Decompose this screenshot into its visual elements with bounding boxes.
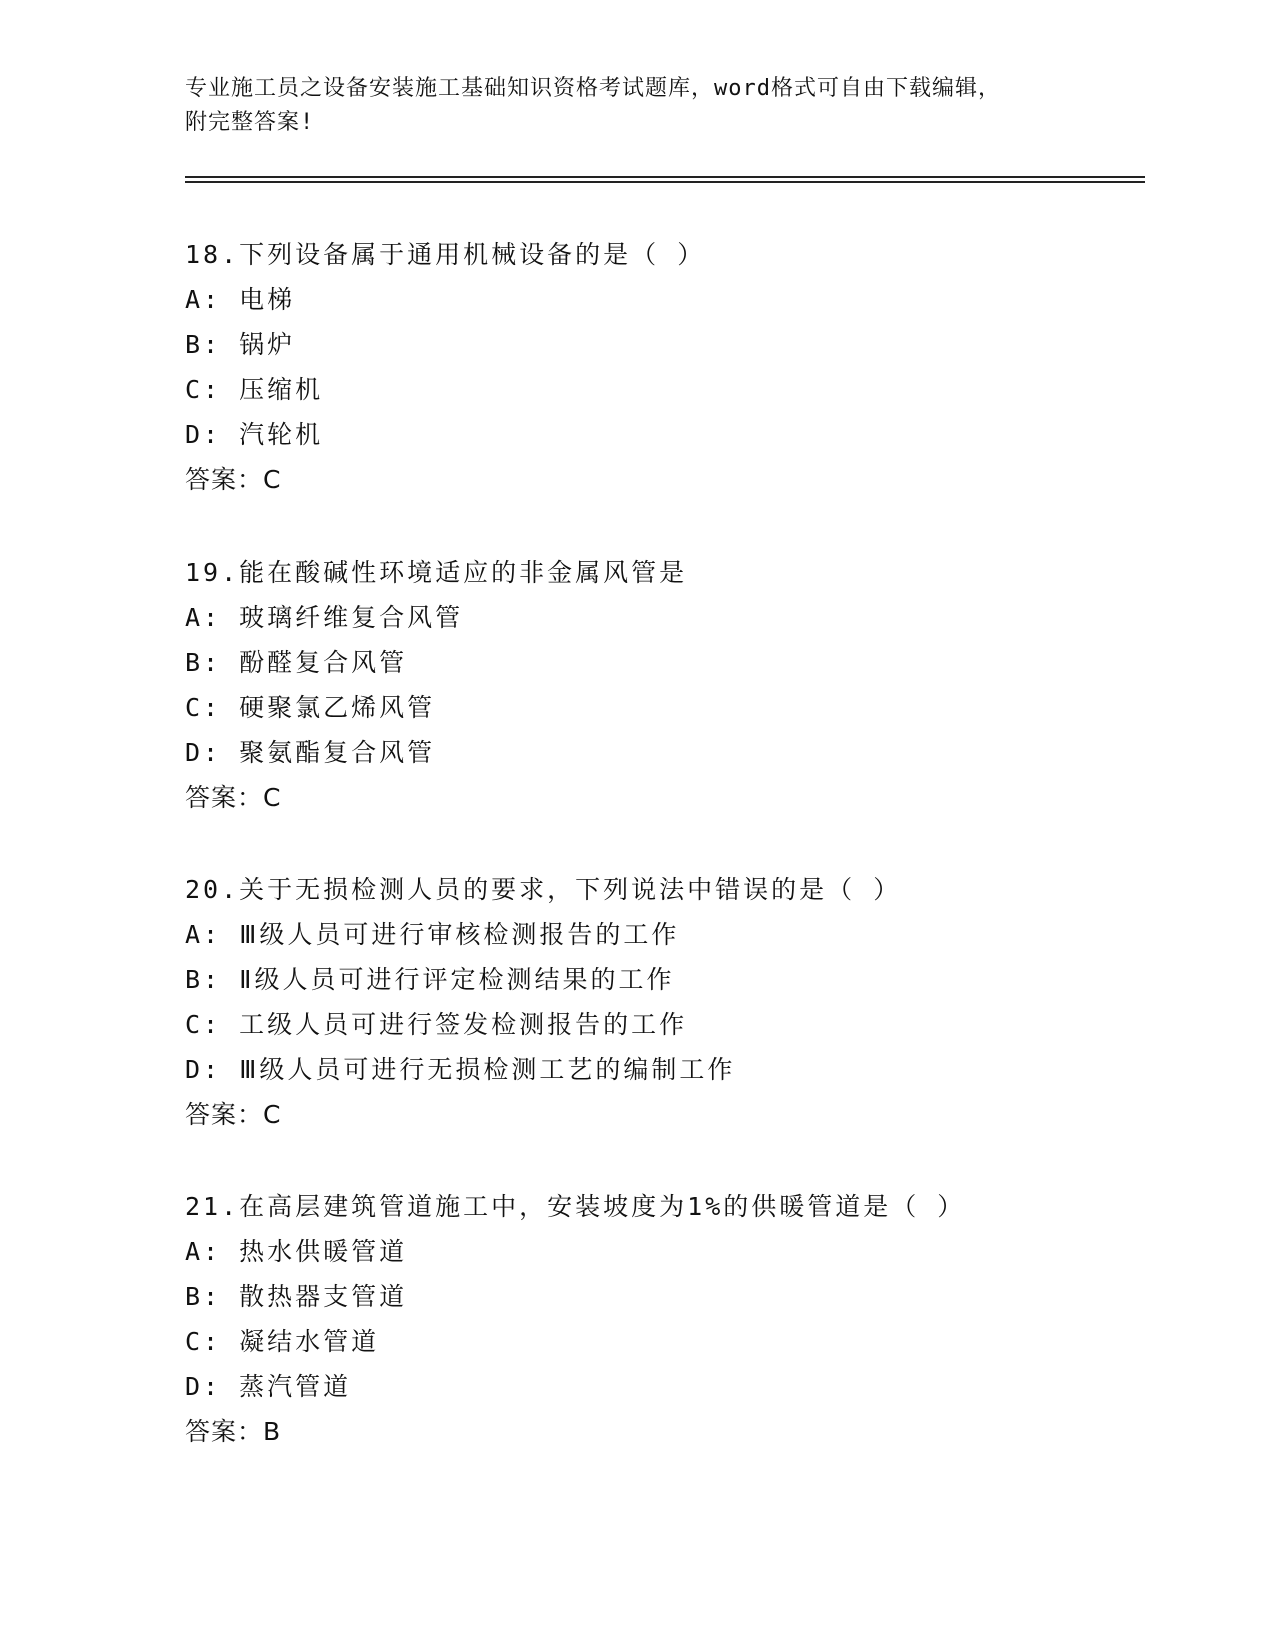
question-21 <box>185 1184 1145 1454</box>
option-d: D: Ⅲ级人员可进行无损检测工艺的编制工作 <box>185 1055 736 1084</box>
question-18 <box>185 232 1145 502</box>
question-stem: 20.关于无损检测人员的要求，下列说法中错误的是（ ） <box>185 875 902 904</box>
option-b: B: Ⅱ级人员可进行评定检测结果的工作 <box>185 965 675 994</box>
document-header <box>185 72 1065 140</box>
header-title-line-1: 专业施工员之设备安装施工基础知识资格考试题库，word格式可自由下载编辑， <box>185 76 1001 101</box>
option-b: B: 散热器支管道 <box>185 1282 408 1311</box>
question-20 <box>185 867 1145 1137</box>
option-d: D: 汽轮机 <box>185 420 324 449</box>
answer: 答案：C <box>185 1100 282 1129</box>
question-stem: 18.下列设备属于通用机械设备的是（ ） <box>185 240 706 269</box>
answer: 答案：C <box>185 783 282 812</box>
option-b: B: 锅炉 <box>185 330 296 359</box>
question-stem: 21.在高层建筑管道施工中，安装坡度为1%的供暖管道是（ ） <box>185 1192 966 1221</box>
question-19 <box>185 550 1145 820</box>
question-stem: 19.能在酸碱性环境适应的非金属风管是 <box>185 558 688 587</box>
option-a: A: Ⅲ级人员可进行审核检测报告的工作 <box>185 920 680 949</box>
option-a: A: 玻璃纤维复合风管 <box>185 603 464 632</box>
option-a: A: 电梯 <box>185 285 296 314</box>
option-c: C: 压缩机 <box>185 375 324 404</box>
option-d: D: 聚氨酯复合风管 <box>185 738 436 767</box>
option-a: A: 热水供暖管道 <box>185 1237 408 1266</box>
option-b: B: 酚醛复合风管 <box>185 648 408 677</box>
option-c: C: 工级人员可进行签发检测报告的工作 <box>185 1010 688 1039</box>
option-c: C: 硬聚氯乙烯风管 <box>185 693 436 722</box>
header-divider-bottom <box>185 181 1145 183</box>
answer: 答案：B <box>185 1417 282 1446</box>
header-title-line-2: 附完整答案! <box>185 110 315 135</box>
option-d: D: 蒸汽管道 <box>185 1372 352 1401</box>
header-divider-top <box>185 176 1145 178</box>
option-c: C: 凝结水管道 <box>185 1327 380 1356</box>
answer: 答案：C <box>185 465 282 494</box>
